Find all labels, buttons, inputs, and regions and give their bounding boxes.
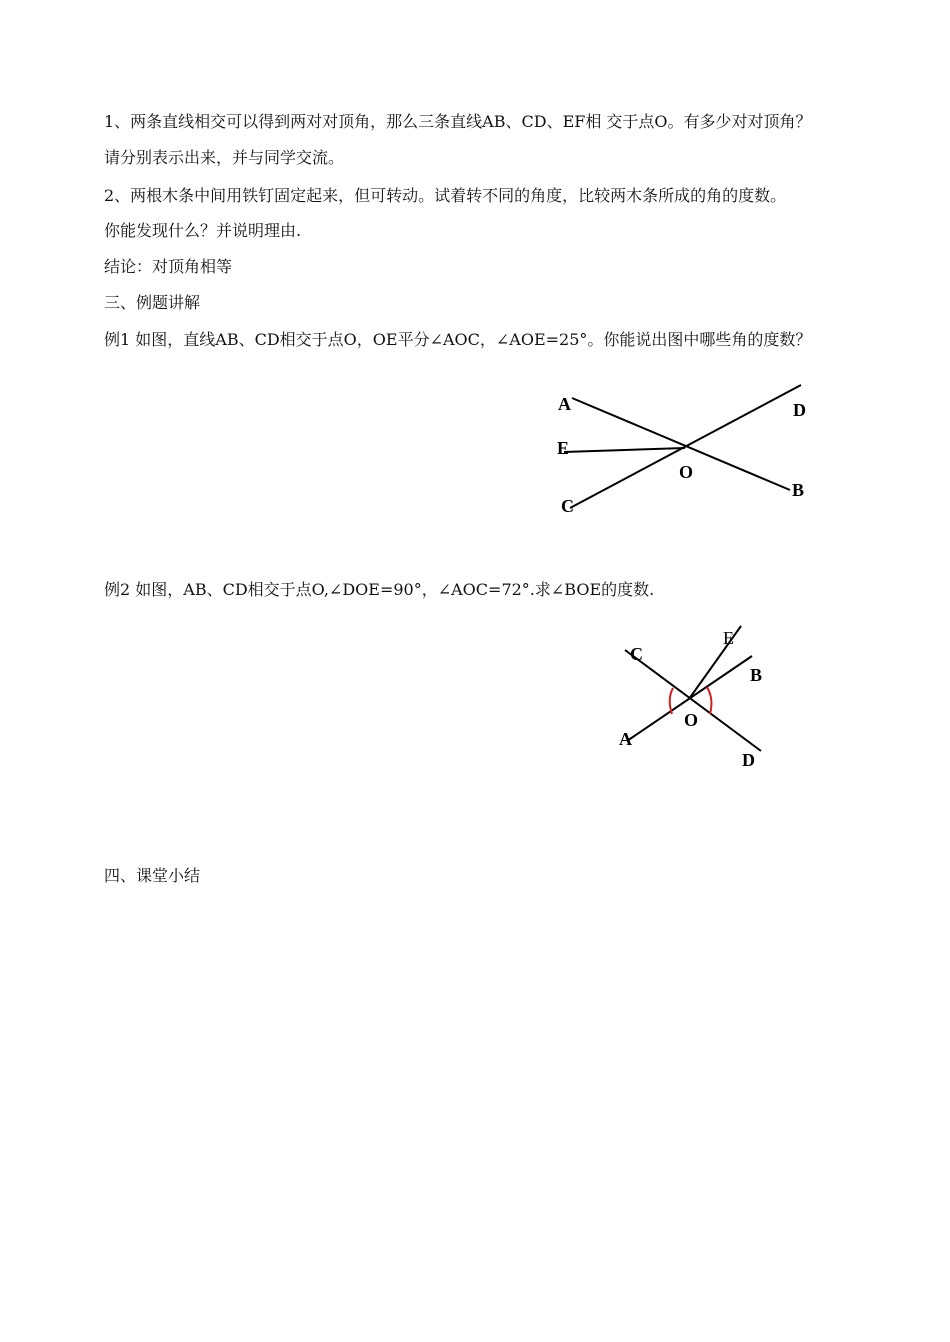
label-e: E — [723, 628, 734, 648]
question-1-line-1: 1、两条直线相交可以得到两对对顶角，那么三条直线AB、CD、EF相 交于点O。有多少对对顶角？ — [104, 112, 812, 131]
figure-2-diagram — [610, 620, 810, 780]
label-b: B — [792, 480, 805, 500]
ray-oe — [564, 448, 685, 452]
label-o: O — [684, 710, 699, 730]
label-a: A — [558, 394, 571, 414]
label-e: E — [557, 438, 570, 458]
label-d: D — [793, 400, 806, 420]
section-heading-examples: 三、例题讲解 — [104, 293, 201, 312]
line-cd — [570, 385, 801, 508]
line-cd — [625, 650, 761, 751]
question-2-line-1: 2、两根木条中间用铁钉固定起来，但可转动。试着转不同的角度，比较两木条所成的角的度数。 — [104, 186, 787, 205]
label-a: A — [619, 729, 632, 749]
question-2-line-2: 你能发现什么？并说明理由. — [104, 221, 302, 240]
angle-arc-bod — [707, 687, 711, 714]
section-heading-summary: 四、课堂小结 — [104, 866, 201, 885]
label-o: O — [679, 462, 694, 482]
label-b: B — [750, 665, 763, 685]
figure-1-diagram — [540, 372, 860, 532]
label-c: C — [561, 496, 574, 516]
label-c: C — [630, 644, 643, 664]
example-2-text: 例2 如图，AB、CD相交于点O,∠DOE=90°，∠AOC=72°.求∠BOE的度数. — [104, 580, 655, 599]
conclusion-text: 结论：对顶角相等 — [104, 257, 233, 276]
label-d: D — [742, 750, 755, 770]
example-1-text: 例1 如图，直线AB、CD相交于点O，OE平分∠AOC，∠AOE=25°。你能说出图中哪些角的度数？ — [104, 330, 812, 349]
question-1-line-2: 请分别表示出来，并与同学交流。 — [104, 148, 345, 167]
